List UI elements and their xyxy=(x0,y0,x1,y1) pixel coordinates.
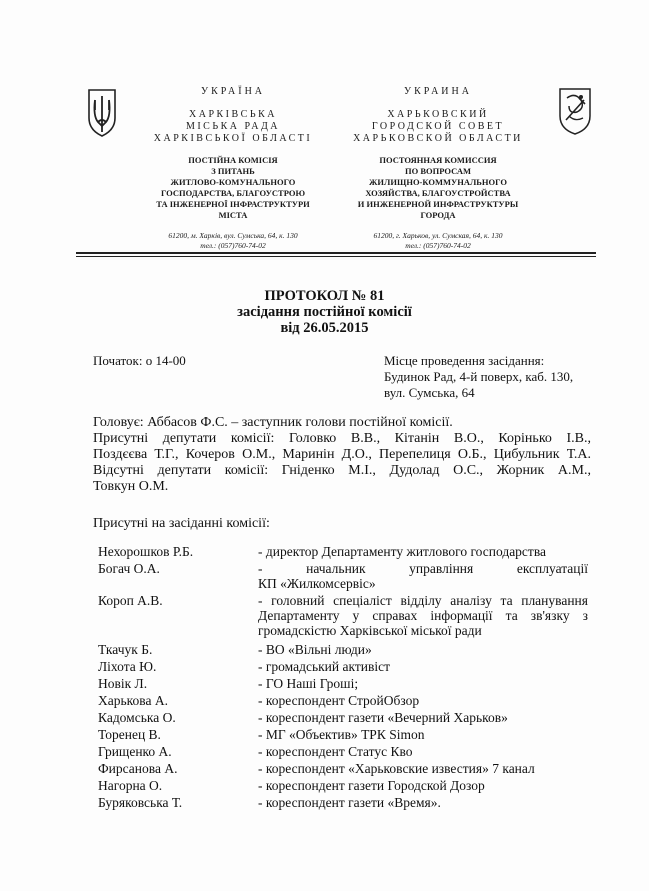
protocol-subtitle: засідання постійної комісії xyxy=(237,304,412,320)
start-time: Початок: о 14-00 xyxy=(93,353,186,368)
council-line: ХАРКІВСЬКА xyxy=(189,109,277,120)
commission-line: И ИНЖЕНЕРНОЙ ИНФРАСТРУКТУРЫ xyxy=(357,199,519,209)
person-role: - кореспондент газети «Время». xyxy=(258,795,441,810)
present-deputies-line: Присутні депутати комісії: Головко В.В., Кітанін В.О., Корінько І.В., xyxy=(93,431,591,446)
role-line: Департаменту у справах інформації та зв'язку з xyxy=(258,608,588,623)
person-name: Ліхота Ю. xyxy=(98,659,157,674)
council-line: ГОРОДСКОЙ СОВЕТ xyxy=(371,121,505,132)
header-divider-thin xyxy=(76,256,596,257)
present-heading: Присутні на засіданні комісії: xyxy=(93,516,270,531)
person-role: - кореспондент «Харьковские известия» 7 канал xyxy=(258,761,535,776)
meeting-place xyxy=(384,353,573,401)
commission-line: ТА ІНЖЕНЕРНОЇ ІНФРАСТРУКТУРИ xyxy=(156,199,310,209)
header-divider-thick xyxy=(76,252,596,254)
commission-line: З ПИТАНЬ xyxy=(211,166,255,176)
person-role: - кореспондент Статус Кво xyxy=(258,744,413,759)
header-left xyxy=(133,86,333,251)
commission-line: ПОСТІЙНА КОМІСІЯ xyxy=(188,155,278,165)
trident-coat-of-arms-icon xyxy=(86,88,118,138)
role-line: КП «Жилкомсервіс» xyxy=(258,576,376,591)
person-role: - кореспондент СтройОбзор xyxy=(258,693,420,708)
person-name: Фирсанова А. xyxy=(98,761,178,776)
person-role: - ВО «Вільні люди» xyxy=(258,642,372,657)
person-name: Грищенко А. xyxy=(98,744,172,759)
present-deputies-line: Поздєєва Т.Г., Кочеров О.М., Маринін Д.О., Перепелиця О.Б., Цибульник Т.А. xyxy=(93,447,591,462)
place-building: Будинок Рад, 4-й поверх, каб. 130, xyxy=(384,369,574,384)
protocol-number: ПРОТОКОЛ № 81 xyxy=(264,288,385,304)
kharkiv-city-coat-of-arms-icon xyxy=(557,86,593,136)
person-role: - ГО Наші Гроші; xyxy=(258,676,359,691)
chair-line: Головує: Аббасов Ф.С. – заступник голови постійної комісії. xyxy=(93,415,453,430)
commission-line: ПО ВОПРОСАМ xyxy=(405,166,471,176)
person-name: Новік Л. xyxy=(98,676,148,691)
commission-line: ГОСПОДАРСТВА, БЛАГОУСТРОЮ xyxy=(160,188,306,198)
absent-deputies-line: Товкун О.М. xyxy=(93,479,169,494)
phone-line: тел.: (057)760-74-02 xyxy=(200,241,266,250)
place-street: вул. Сумська, 64 xyxy=(384,385,475,400)
role-line: - начальник управління експлуатації xyxy=(258,561,588,576)
country-name-ua: УКРАЇНА xyxy=(200,86,266,97)
role-line: громадскістю Харківської міської ради xyxy=(258,623,482,638)
commission-line: ЖИЛИЩНО-КОММУНАЛЬНОГО xyxy=(369,177,507,187)
header-right xyxy=(338,86,538,251)
absent-deputies-line: Відсутні депутати комісії: Гніденко М.І., Дудолад О.С., Жорник А.М., xyxy=(93,463,591,478)
person-role: - кореспондент газети «Вечерний Харьков» xyxy=(258,710,508,725)
person-role xyxy=(258,561,588,591)
country-name-ru: УКРАИНА xyxy=(404,86,472,97)
person-role: - МГ «Объектив» ТРК Simon xyxy=(258,727,425,742)
person-role: - директор Департаменту житлового господарства xyxy=(258,544,547,559)
place-label: Місце проведення засідання: xyxy=(384,353,545,368)
person-role xyxy=(258,593,588,638)
address-line: 61200, г. Харьков, ул. Сумская, 64, к. 130 xyxy=(373,231,503,240)
attendance-block xyxy=(93,415,591,495)
phone-line: тел.: (057)760-74-02 xyxy=(405,241,471,250)
person-name: Богач О.А. xyxy=(98,561,160,576)
person-name: Кадомська О. xyxy=(98,710,176,725)
commission-line: ГОРОДА xyxy=(420,210,456,220)
commission-line: ПОСТОЯННАЯ КОМИССИЯ xyxy=(379,155,497,165)
protocol-date: від 26.05.2015 xyxy=(280,320,369,336)
council-line: МІСЬКА РАДА xyxy=(185,121,281,132)
person-name: Ткачук Б. xyxy=(98,642,153,657)
role-line: - головний спеціаліст відділу аналізу та планування xyxy=(258,593,588,608)
person-name: Нехорошков Р.Б. xyxy=(98,544,194,559)
commission-line: ЖИТЛОВО-КОМУНАЛЬНОГО xyxy=(170,177,296,187)
person-role: - кореспондент газети Городской Дозор xyxy=(258,778,485,793)
person-name: Харькова А. xyxy=(98,693,168,708)
person-name: Короп А.В. xyxy=(98,593,163,608)
address-line: 61200, м. Харків, вул. Сумська, 64, к. 130 xyxy=(168,231,298,240)
commission-line: МІСТА xyxy=(218,210,248,220)
person-name: Нагорна О. xyxy=(98,778,163,793)
council-line: ХАРЬКОВСКИЙ xyxy=(387,109,489,120)
commission-line: ХОЗЯЙСТВА, БЛАГОУСТРОЙСТВА xyxy=(365,188,511,198)
person-role: - громадський активіст xyxy=(258,659,391,674)
council-line: ХАРКІВСЬКОЇ ОБЛАСТІ xyxy=(153,133,313,144)
person-name: Буряковська Т. xyxy=(98,795,183,810)
person-name: Торенец В. xyxy=(98,727,161,742)
council-line: ХАРЬКОВСКОЙ ОБЛАСТИ xyxy=(353,133,523,144)
protocol-title xyxy=(0,288,649,336)
